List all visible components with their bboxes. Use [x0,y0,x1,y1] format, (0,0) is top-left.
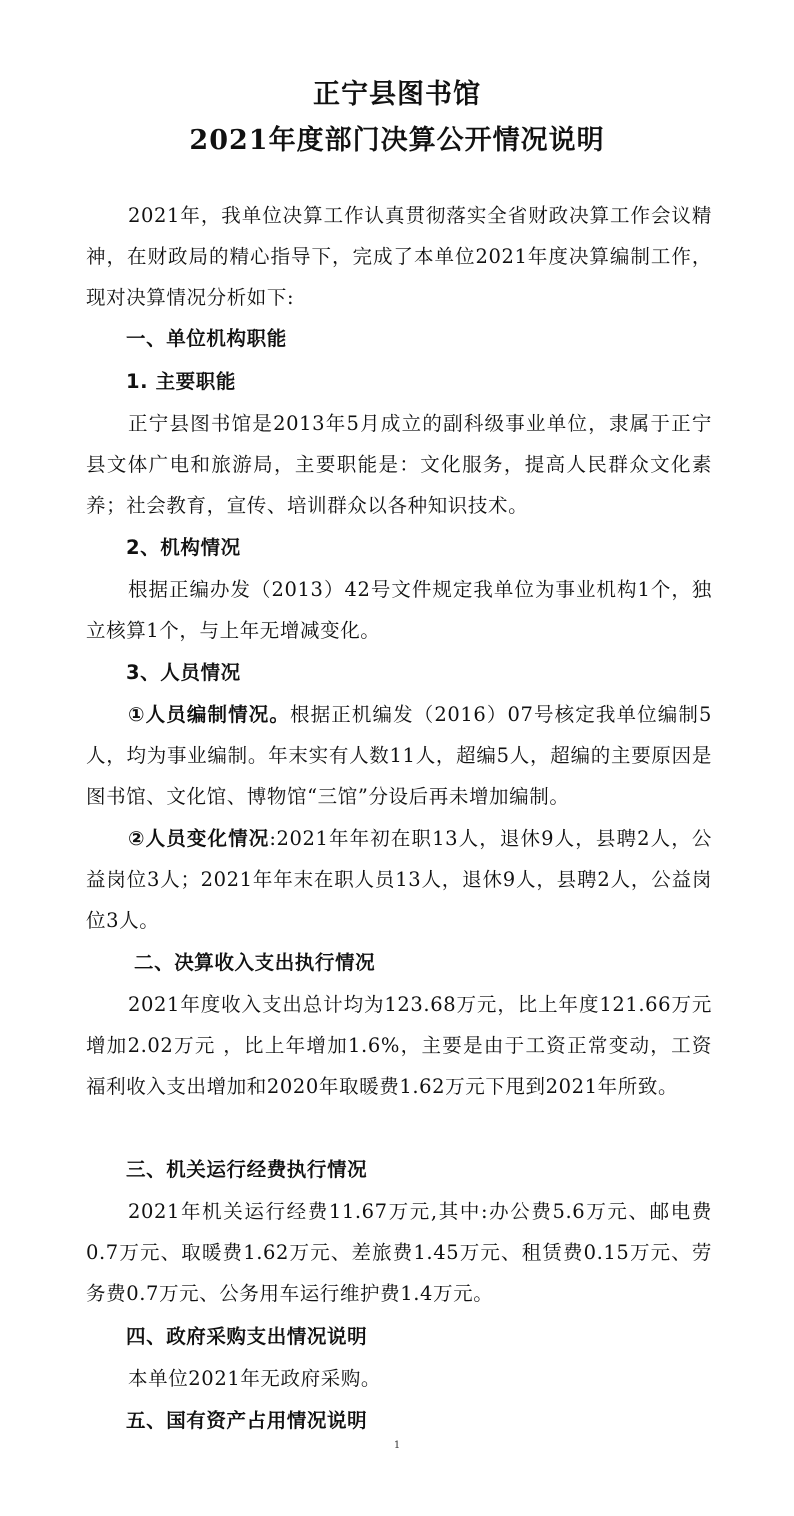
document-title-line1: 正宁县图书馆 [313,79,481,110]
section1-sub2-heading: 2、机构情况 [126,536,241,559]
staff-change-text: :2021年年初在职13人，退休9人，县聘2人，公益岗位3人；2021年年末在职人员13人，退休9人，县聘2人，公益岗位3人。 [86,827,712,932]
section4-text: 本单位2021年无政府采购。 [128,1367,382,1390]
section5-heading: 五、国有资产占用情况说明 [126,1409,368,1432]
page-number: 1 [393,1440,401,1451]
section1-sub1-heading: 1. 主要职能 [126,370,236,393]
section1-sub3-heading: 3、人员情况 [126,661,241,684]
staffing-text: 根据正机编发（2016）07号核定我单位编制5人，均为事业编制。年末实有人数11人，超编5人，超编的主要原因是图书馆、文化馆、博物馆“三馆”分设后再未增加编制。 [86,703,712,808]
section1-heading: 一、单位机构职能 [126,327,287,350]
section4-heading: 四、政府采购支出情况说明 [126,1325,368,1348]
section1-sub1-text: 正宁县图书馆是2013年5月成立的副科级事业单位，隶属于正宁县文体广电和旅游局，主要职能是：文化服务，提高人民群众文化素养；社会教育，宣传、培训群众以各种知识技术。 [86,412,712,517]
section3-heading: 三、机关运行经费执行情况 [126,1158,368,1181]
section2-text: 2021年度收入支出总计均为123.68万元，比上年度121.66万元增加2.02万元 ，比上年增加1.6%，主要是由于工资正常变动，工资福利收入支出增加和2020年取暖费1.62万元下甩到2021年所致。 [86,993,712,1098]
staff-change-paragraph [86,818,712,941]
staffing-lead: ①人员编制情况。 [128,703,290,726]
section1-sub2-text: 根据正编办发（2013）42号文件规定我单位为事业机构1个，独立核算1个，与上年无增减变化。 [86,578,712,642]
document-title-line2: 2021年度部门决算公开情况说明 [189,125,605,156]
intro-paragraph: 2021年，我单位决算工作认真贯彻落实全省财政决算工作会议精神，在财政局的精心指导下，完成了本单位2021年度决算编制工作，现对决算情况分析如下: [86,204,712,309]
section3-text: 2021年机关运行经费11.67万元,其中:办公费5.6万元、邮电费0.7万元、取暖费1.62万元、差旅费1.45万元、租赁费0.15万元、劳务费0.7万元、公务用车运行维护费1.4万元。 [86,1200,712,1305]
staffing-paragraph [86,694,712,817]
section2-heading: 二、决算收入支出执行情况 [134,951,376,974]
staff-change-lead: ②人员变化情况 [128,827,270,850]
